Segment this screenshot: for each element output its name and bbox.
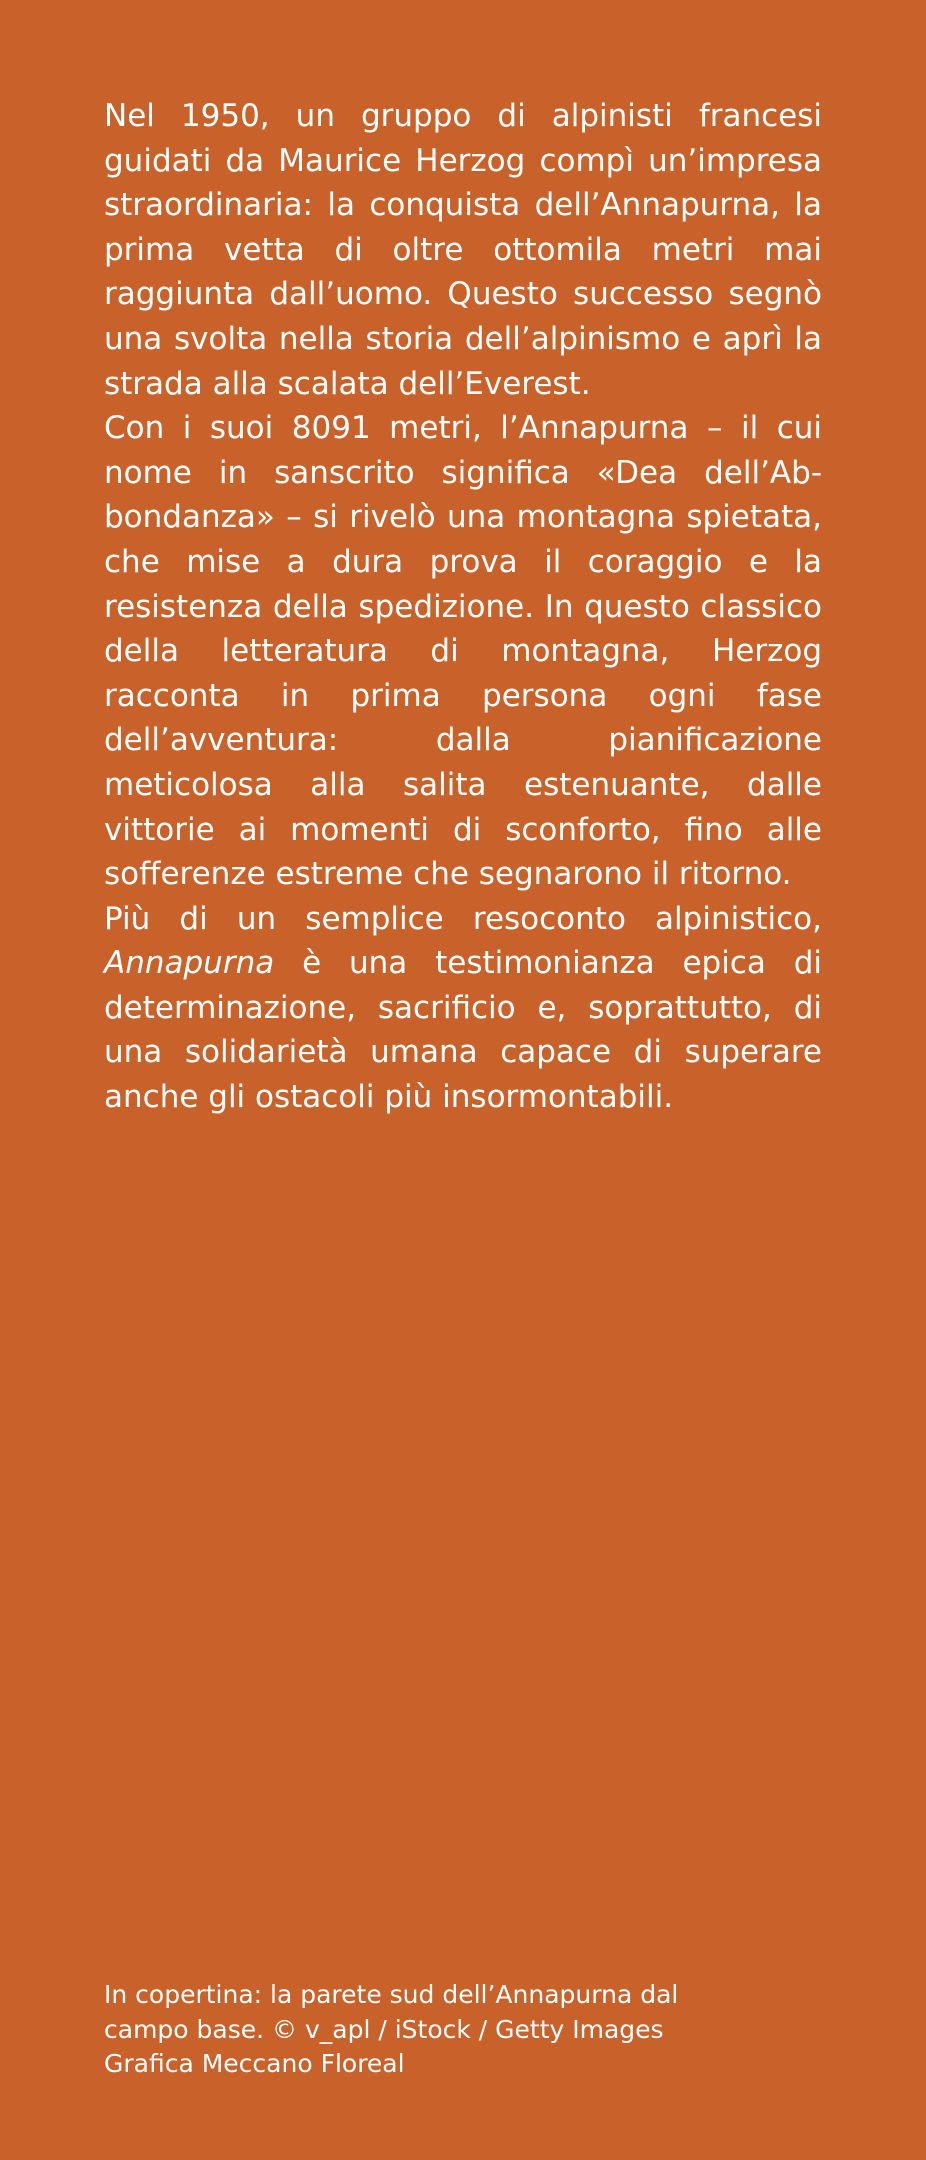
blurb-paragraph-3-intro: Più di un semplice resoconto alpinistico, [104, 900, 822, 937]
blurb-paragraph-3-rest: è una testimonianza epica di determinazione, sacrificio e, soprattutto, di una solidarietà umana capace di superare anche gli ostacoli più insormontabili. [104, 945, 822, 1116]
credits-line-1: In copertina: la parete sud dell’Annapurna dal [104, 1980, 679, 2009]
blurb-text [104, 94, 822, 1120]
credits-line-2: campo base. © v_apl / iStock / Getty Images [104, 2014, 664, 2044]
credits-line-3: Grafica Meccano Floreal [104, 2049, 405, 2078]
book-title-italic: Annapurna [104, 945, 275, 982]
blurb-paragraph-2: Con i suoi 8091 metri, l’Annapurna – il cui nome in sanscrito significa «Dea dell’Abbondanza» – si rivelò una montagna spietata, che mise a dura prova il coraggio e la resistenza della spedizione. In questo classico della letteratura di montagna, Herzog racconta in prima persona ogni fase dell’avventura: dalla pianificazione meticolosa alla salita estenuante, dalle vittorie ai momenti di sconforto, fino alle sofferenze estreme che segnarono il ritorno. [104, 410, 822, 893]
cover-credits [104, 1978, 824, 2082]
blurb-paragraph-1: Nel 1950, un gruppo di alpinisti francesi guidati da Maurice Herzog compì un’impresa straordinaria: la conquista dell’Annapurna, la prima vetta di oltre ottomila metri mai raggiunta dall’uomo. Questo successo segnò una svolta nella storia dell’alpinismo e aprì la strada alla scalata dell’Everest. [104, 98, 822, 402]
blurb-paragraph-3 [104, 897, 822, 1120]
